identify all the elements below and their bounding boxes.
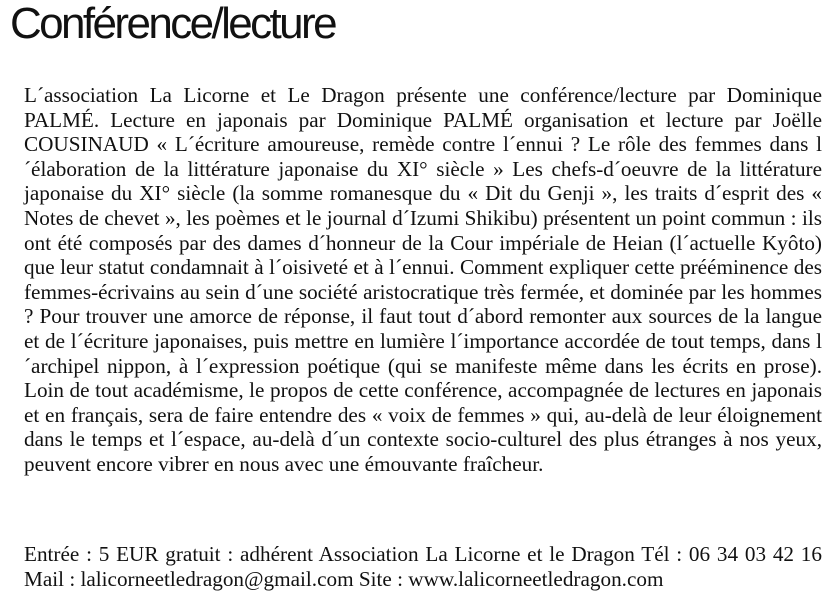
article-body: L´association La Licorne et Le Dragon présente une conférence/lecture par Dominique PALMÉ. Lecture en japonais par Dominique PALMÉ organisation et lecture par Joëlle COUSINAUD « L´écriture amoureuse, remède contre l´ennui ? Le rôle des femmes dans l´élaboration de la littérature japonaise du XI° siècle » Les chefs-d´oeuvre de la littérature japonaise du XI° siècle (la somme romanesque du « Dit du Genji », les traits d´esprit des « Notes de chevet », les poèmes et le journal d´Izumi Shikibu) présentent un point commun : ils ont été composés par des dames d´honneur de la Cour impériale de Heian (l´actuelle Kyôto) que leur statut condamnait à l´oisiveté et à l´ennui. Comment expliquer cette prééminence des femmes-écrivains au sein d´une société aristocratique très fermée, et dominée par les hommes ? Pour trouver une amorce de réponse, il faut tout d´abord remonter aux sources de la langue et de l´écriture japonaises, puis mettre en lumière l´importance accordée de tout temps, dans l´archipel nippon, à l´expression poétique (qui se manifeste même dans les écrits en prose). Loin de tout académisme, le propos de cette conférence, accompagnée de lectures en japonais et en français, sera de faire entendre des « voix de femmes » qui, au-delà de leur éloignement dans le temps et l´espace, au-delà d´un contexte socio-culturel des plus étranges à nos yeux, peuvent encore vibrer en nous avec une émouvante fraîcheur. bbox=[24, 83, 822, 476]
contact-info: Entrée : 5 EUR gratuit : adhérent Association La Licorne et le Dragon Tél : 06 34 03 42 16 Mail : lalicorneetledragon@gmail.com Site : www.lalicorneetledragon.com bbox=[24, 542, 822, 591]
article-title: Conférence/lecture bbox=[10, 0, 335, 48]
